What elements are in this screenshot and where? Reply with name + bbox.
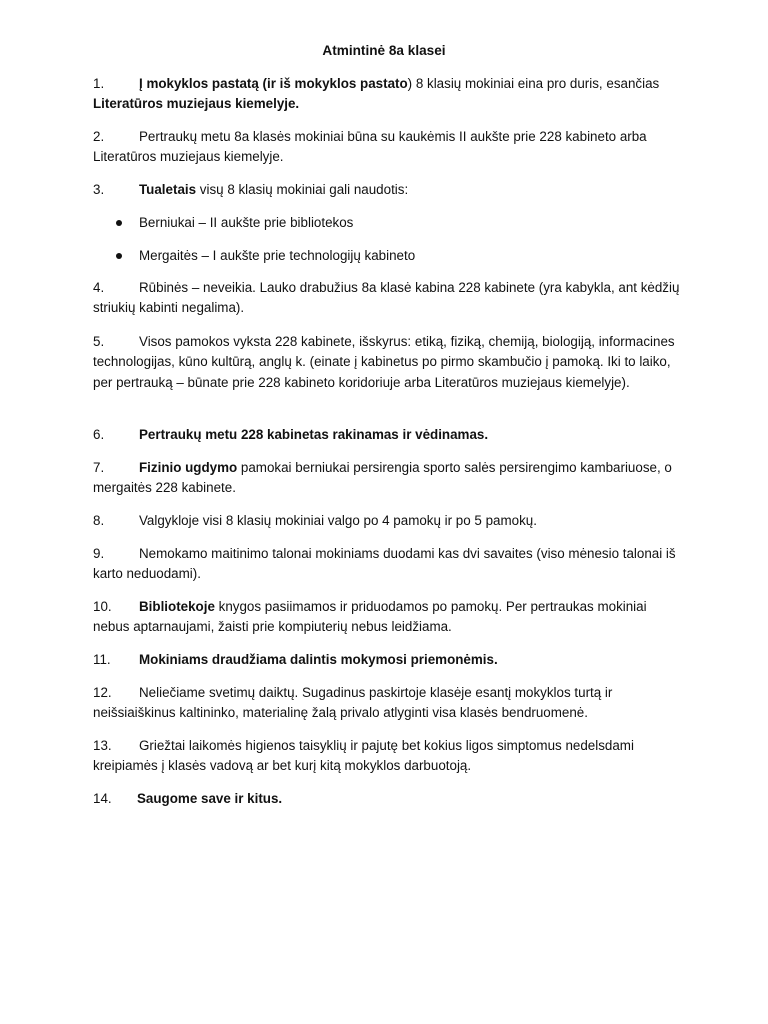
- list-item-3: [93, 180, 683, 200]
- list-item-12: [93, 683, 683, 724]
- bullet-text: Mergaitės – I aukšte prie technologijų kabineto: [139, 248, 416, 263]
- item-bold-text: Tualetais: [139, 182, 197, 197]
- item-number: 2.: [93, 129, 105, 144]
- item-text: pamokai berniukai persirengia sporto salės persirengimo kambariuose, o mergaitės 228 kabinete.: [93, 460, 672, 496]
- list-item-13: [93, 736, 683, 777]
- item-number: 11.: [93, 652, 111, 667]
- item-number: 10.: [93, 599, 112, 614]
- item-bold-text: Pertraukų metu 228 kabinetas rakinamas ir vėdinamas.: [139, 427, 489, 442]
- item-number: 9.: [93, 546, 105, 561]
- list-item-14: [93, 789, 683, 809]
- item-text: Valgykloje visi 8 klasių mokiniai valgo po 4 pamokų ir po 5 pamokų.: [139, 513, 537, 528]
- list-item-4: [93, 278, 683, 319]
- item-bold-text: Fizinio ugdymo: [139, 460, 238, 475]
- item-bold-text: Į mokyklos pastatą (ir iš mokyklos pastato: [139, 76, 408, 91]
- list-item-11: [93, 650, 683, 670]
- item-number: 1.: [93, 76, 105, 91]
- item-text: ) 8 klasių mokiniai eina pro duris, esančias: [407, 76, 660, 91]
- list-item-8: [93, 511, 683, 531]
- list-item-6: [93, 425, 683, 445]
- item-bold-text: Literatūros muziejaus kiemelyje.: [93, 96, 300, 112]
- item-number: 4.: [93, 280, 105, 295]
- list-item-9: [93, 544, 683, 585]
- item-bold-text: Bibliotekoje: [139, 599, 215, 614]
- item-bold-text: Saugome save ir kitus.: [137, 791, 283, 806]
- bullet-text: Berniukai – II aukšte prie bibliotekos: [139, 215, 354, 230]
- item-text: Rūbinės – neveikia. Lauko drabužius 8a klasė kabina 228 kabinete (yra kabykla, ant kėdžių striukių kabinti negalima).: [93, 280, 680, 316]
- item-number: 3.: [93, 182, 105, 197]
- list-item-7: [93, 458, 683, 499]
- item-number: 13.: [93, 738, 112, 753]
- item-text: Griežtai laikomės higienos taisyklių ir pajutę bet kokius ligos simptomus nedelsdami kreipiamės į klasės vadovą ar bet kurį kitą mokyklos darbuotoją.: [93, 738, 634, 774]
- item-text: visų 8 klasių mokiniai gali naudotis:: [196, 182, 409, 197]
- item-number: 6.: [93, 427, 105, 442]
- item-number: 5.: [93, 334, 105, 349]
- item-text: Pertraukų metu 8a klasės mokiniai būna su kaukėmis II aukšte prie 228 kabineto arba Literatūros muziejaus kiemelyje.: [93, 129, 647, 165]
- list-item-5: [93, 332, 683, 393]
- bullet-icon: [116, 253, 122, 259]
- item-number: 7.: [93, 460, 105, 475]
- item-number: 14.: [93, 791, 112, 806]
- list-item-2: [93, 127, 683, 168]
- item-text: knygos pasiimamos ir priduodamos po pamokų. Per pertraukas mokiniai nebus aptarnaujami, žaisti prie kompiuterių nebus leidžiama.: [93, 599, 647, 635]
- list-item-1: [93, 74, 683, 115]
- item-text: Visos pamokos vyksta 228 kabinete, išskyrus: etiką, fiziką, chemiją, biologiją, informacines technologijas, kūno kultūrą, anglų k. (einate į kabinetus po pirmo skambučio į pamoką. Iki to laiko, per pertrauką – būnate prie 228 kabineto koridoriuje arba Literatūros muziejaus kiemelyje).: [93, 334, 675, 390]
- list-item-10: [93, 597, 683, 638]
- item-text: Neliečiame svetimų daiktų. Sugadinus paskirtoje klasėje esantį mokyklos turtą ir neišsiaiškinus kaltininko, materialinę žalą privalo atlyginti visa klasės bendruomenė.: [93, 685, 613, 721]
- item-text: Nemokamo maitinimo talonai mokiniams duodami kas dvi savaites (viso mėnesio talonai iš karto neduodami).: [93, 546, 676, 582]
- item-number: 8.: [93, 513, 105, 528]
- document-title: Atmintinė 8a klasei: [322, 43, 446, 58]
- bullet-icon: [116, 220, 122, 226]
- item-bold-text: Mokiniams draudžiama dalintis mokymosi priemonėmis.: [139, 652, 498, 667]
- item-number: 12.: [93, 685, 112, 700]
